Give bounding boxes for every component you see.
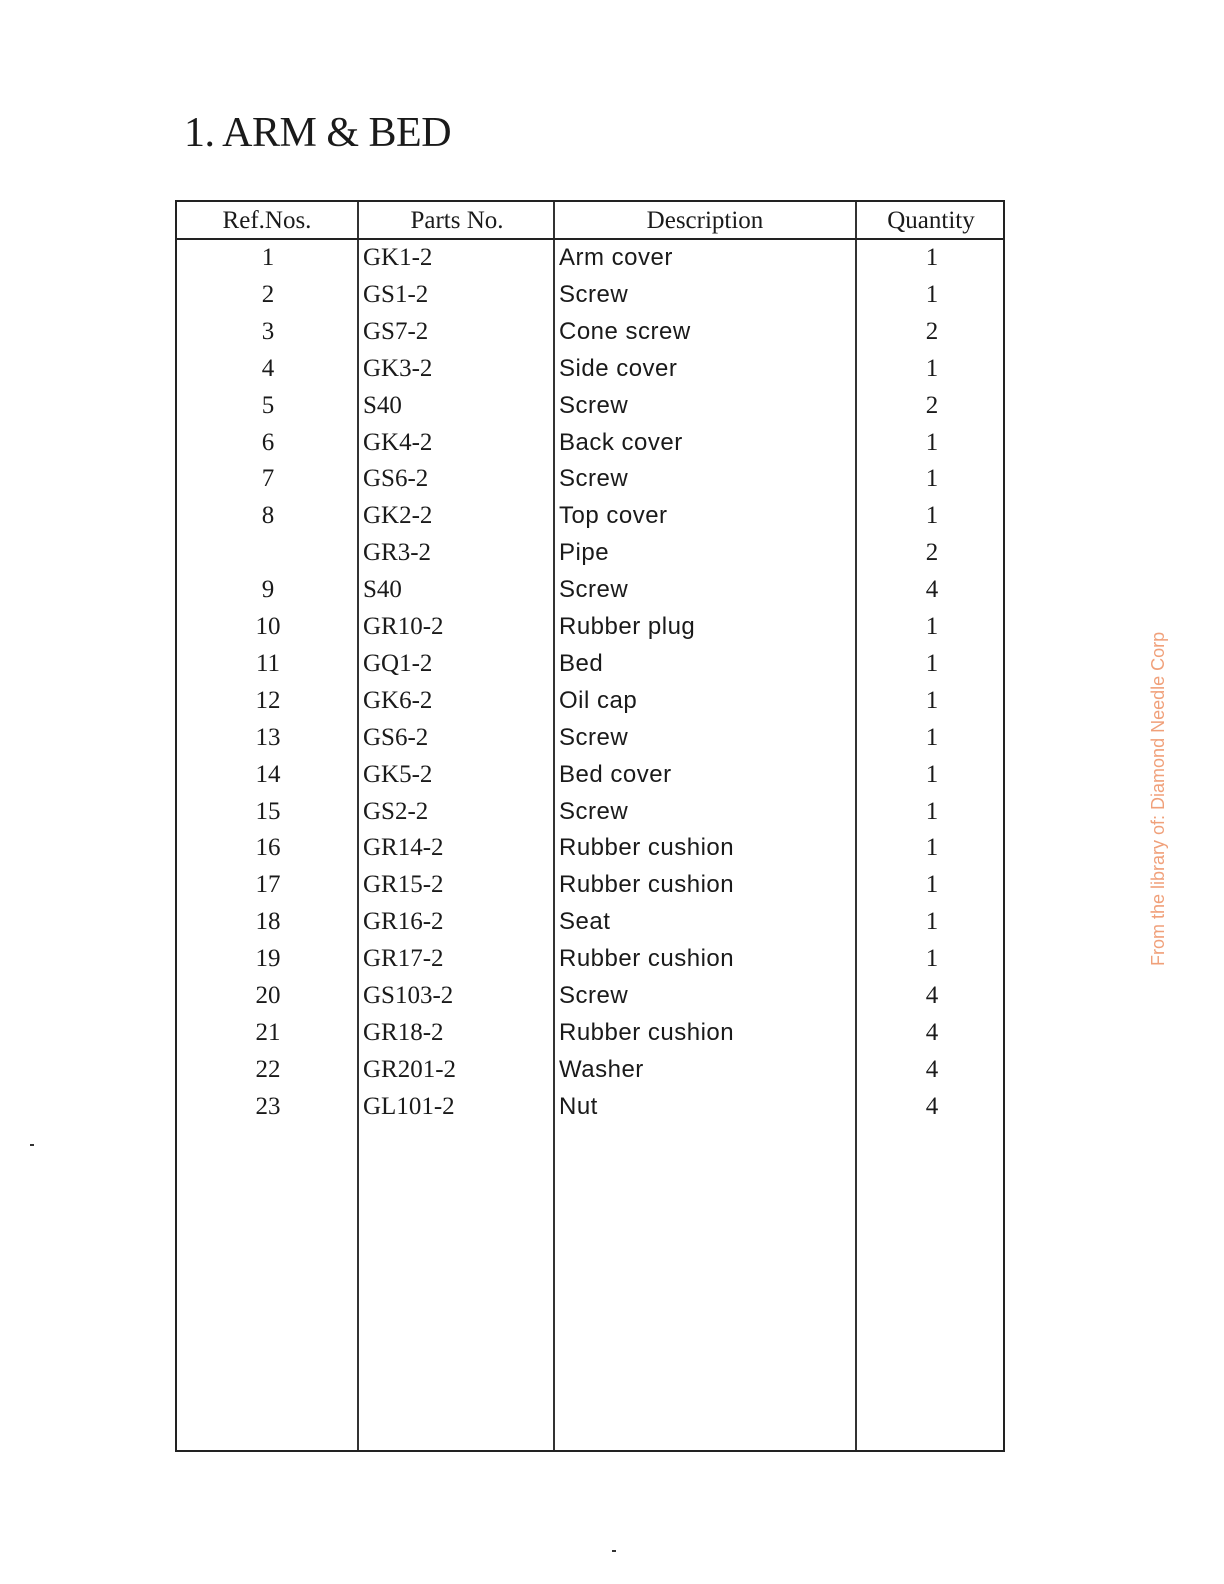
description-cell: Side cover: [559, 354, 678, 382]
quantity-cell: 1: [925, 465, 939, 493]
description-cell: Screw: [559, 982, 629, 1009]
table-row: [177, 867, 1003, 903]
ref-no-cell: 6: [261, 428, 275, 456]
quantity-cell: 1: [925, 613, 939, 640]
ref-no-cell: 5: [261, 391, 275, 419]
table-row: [177, 240, 1003, 276]
ref-no-cell: 14: [255, 760, 281, 788]
ref-no-cell: 9: [261, 576, 275, 604]
part-no-cell: GR16-2: [363, 908, 444, 936]
part-no-cell: GL101-2: [363, 1092, 455, 1120]
table-row: [177, 978, 1003, 1014]
part-no-cell: GK5-2: [363, 760, 433, 788]
quantity-cell: 1: [925, 908, 939, 936]
part-no-cell: GS6-2: [363, 723, 429, 751]
part-no-cell: GS6-2: [363, 465, 429, 493]
description-cell: Rubber plug: [559, 613, 696, 640]
part-no-cell: GK4-2: [363, 428, 433, 456]
description-cell: Pipe: [559, 539, 610, 567]
header-parts-no: Parts No.: [410, 207, 504, 234]
part-no-cell: GR201-2: [363, 1055, 457, 1083]
table-row: [177, 1015, 1003, 1051]
library-watermark: From the library of: Diamond Needle Corp: [1148, 631, 1168, 966]
description-cell: Rubber cushion: [559, 834, 735, 862]
part-no-cell: GK6-2: [363, 686, 433, 714]
description-cell: Screw: [559, 797, 629, 825]
quantity-cell: 1: [925, 834, 939, 862]
table-row: [177, 609, 1003, 645]
header-quantity: Quantity: [887, 207, 975, 234]
table-row: [177, 830, 1003, 866]
description-cell: Washer: [559, 1055, 644, 1083]
quantity-cell: 2: [925, 539, 939, 567]
part-no-cell: GR17-2: [363, 945, 444, 973]
quantity-cell: 1: [925, 686, 939, 714]
quantity-cell: 1: [925, 502, 939, 530]
ref-no-cell: 21: [255, 1018, 281, 1046]
quantity-cell: 4: [925, 576, 939, 604]
description-cell: Rubber cushion: [559, 945, 735, 973]
description-cell: Screw: [559, 723, 629, 751]
ref-no-cell: 8: [261, 502, 275, 530]
header-ref-nos: Ref.Nos.: [222, 207, 312, 234]
part-no-cell: GK2-2: [363, 502, 433, 530]
ref-no-cell: 12: [255, 686, 281, 714]
quantity-cell: 1: [925, 760, 939, 788]
quantity-cell: 1: [925, 797, 939, 825]
table-row: [177, 351, 1003, 387]
part-no-cell: S40: [363, 576, 402, 604]
table-row: [177, 794, 1003, 830]
parts-table: [175, 200, 1005, 1452]
ref-no-cell: 4: [261, 354, 275, 382]
table-row: [177, 904, 1003, 940]
part-no-cell: GS103-2: [363, 982, 454, 1009]
table-row: [177, 461, 1003, 497]
ref-no-cell: 22: [255, 1055, 281, 1083]
header-description: Description: [646, 207, 764, 234]
part-no-cell: GR18-2: [363, 1018, 444, 1046]
description-cell: Arm cover: [559, 244, 673, 271]
scan-mark: [30, 1144, 34, 1146]
page-title: 1. ARM & BED: [184, 110, 452, 156]
ref-no-cell: 19: [255, 945, 281, 973]
description-cell: Screw: [559, 280, 629, 308]
table-row: [177, 1052, 1003, 1088]
ref-no-cell: 10: [255, 613, 281, 640]
part-no-cell: GR10-2: [363, 613, 444, 640]
ref-no-cell: 2: [261, 280, 275, 308]
table-row: [177, 646, 1003, 682]
table-row: [177, 498, 1003, 534]
ref-no-cell: 13: [255, 723, 281, 751]
table-row: [177, 388, 1003, 424]
ref-no-cell: 3: [261, 317, 275, 345]
ref-no-cell: 20: [255, 982, 281, 1009]
table-row: [177, 757, 1003, 793]
table-row: [177, 535, 1003, 571]
description-cell: Screw: [559, 576, 629, 604]
part-no-cell: GR15-2: [363, 871, 444, 899]
part-no-cell: GS1-2: [363, 280, 429, 308]
part-no-cell: GK3-2: [363, 354, 433, 382]
part-no-cell: GS7-2: [363, 317, 429, 345]
description-cell: Back cover: [559, 428, 683, 456]
quantity-cell: 1: [925, 428, 939, 456]
part-no-cell: GQ1-2: [363, 649, 433, 677]
quantity-cell: 4: [925, 1092, 939, 1120]
table-row: [177, 314, 1003, 350]
quantity-cell: 1: [925, 871, 939, 899]
ref-no-cell: 15: [255, 797, 281, 825]
table-row: [177, 1089, 1003, 1125]
ref-no-cell: 1: [261, 244, 275, 271]
description-cell: Top cover: [559, 502, 668, 530]
description-cell: Screw: [559, 391, 629, 419]
table-row: [177, 720, 1003, 756]
ref-no-cell: 11: [255, 649, 281, 677]
quantity-cell: 4: [925, 1018, 939, 1046]
description-cell: Rubber cushion: [559, 1018, 735, 1046]
quantity-cell: 4: [925, 1055, 939, 1083]
ref-no-cell: 17: [255, 871, 281, 899]
quantity-cell: 1: [925, 649, 939, 677]
description-cell: Rubber cushion: [559, 871, 735, 899]
description-cell: Cone screw: [559, 317, 691, 345]
quantity-cell: 1: [925, 244, 939, 271]
table-row: [177, 425, 1003, 461]
quantity-cell: 1: [925, 723, 939, 751]
description-cell: Seat: [559, 908, 611, 936]
description-cell: Bed: [559, 649, 604, 677]
part-no-cell: GK1-2: [363, 244, 433, 271]
ref-no-cell: 23: [255, 1092, 281, 1120]
table-row: [177, 941, 1003, 977]
quantity-cell: 2: [925, 317, 939, 345]
description-cell: Oil cap: [559, 686, 638, 714]
table-row: [177, 572, 1003, 608]
part-no-cell: GR3-2: [363, 539, 432, 567]
part-no-cell: GR14-2: [363, 834, 444, 862]
quantity-cell: 1: [925, 945, 939, 973]
scan-mark: [612, 1550, 616, 1552]
quantity-cell: 4: [925, 982, 939, 1009]
ref-no-cell: 7: [261, 465, 275, 493]
quantity-cell: 2: [925, 391, 939, 419]
ref-no-cell: 18: [255, 908, 281, 936]
part-no-cell: S40: [363, 391, 402, 419]
description-cell: Nut: [559, 1092, 598, 1120]
quantity-cell: 1: [925, 280, 939, 308]
quantity-cell: 1: [925, 354, 939, 382]
ref-no-cell: 16: [255, 834, 281, 862]
description-cell: Screw: [559, 465, 629, 493]
table-row: [177, 683, 1003, 719]
part-no-cell: GS2-2: [363, 797, 429, 825]
description-cell: Bed cover: [559, 760, 672, 788]
table-row: [177, 277, 1003, 313]
